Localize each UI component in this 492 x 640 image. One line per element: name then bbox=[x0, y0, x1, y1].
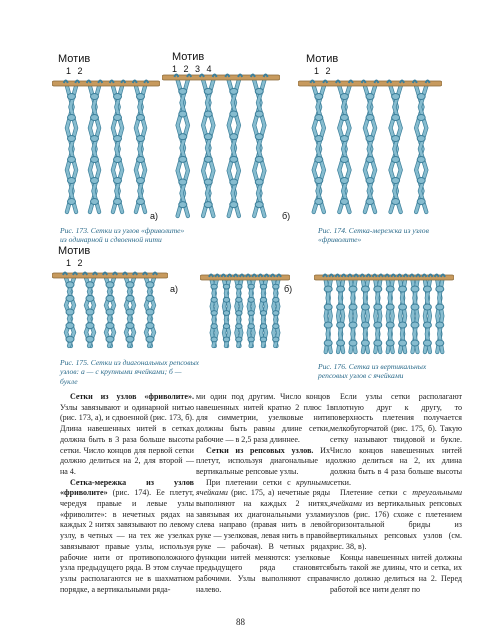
paragraph bbox=[330, 553, 462, 596]
macrame-net-drawing bbox=[52, 72, 160, 222]
paragraph-text: Если узлы сетки располагают вплотную друг к другу, то поверхность плетения получается мелкобугорчатой (рис. 175, б). Такую сетку называют твидовой и букле. Число концов навешенных нитей должно делиться на 2, их длина должна быть в 4 раза больше высоты сетки. bbox=[330, 392, 462, 487]
motif-numbers: 1 2 bbox=[314, 66, 333, 76]
paragraph-heading: Сетки из узлов «фриволите». bbox=[70, 392, 194, 401]
paragraph bbox=[196, 478, 330, 596]
macrame-net-drawing bbox=[52, 264, 168, 356]
caption-174: Рис. 174. Сетка-мережка из узлов «фриволите» bbox=[318, 226, 429, 245]
macrame-net-drawing bbox=[298, 72, 442, 222]
motif-numbers: 1 2 bbox=[66, 258, 85, 268]
text-column-1 bbox=[60, 392, 194, 595]
motif-numbers: 1 2 3 4 bbox=[172, 64, 214, 74]
paragraph-heading: Сетки из репсовых узлов. bbox=[206, 445, 314, 455]
paragraph-text: (рис. 175, а) нечетные ряды выполняют на каждых 2 нитях, завязывая их диагональными узлами слева направо (правая нить в левой руке — узелковая, левая нить в правой руке — рабочая). В четных рядах функции нитей меняются: узелковые предыдущего ряда становятся рабочими. Узлы выполняют справа налево. bbox=[196, 488, 330, 594]
motif-label: Мотив bbox=[58, 245, 91, 257]
paragraph-text: Концы навешенных нитей должны быть такой же длины, что и сетка, их число должно делиться на 2. Перед работой все нити делят по bbox=[330, 552, 462, 594]
macrame-net-drawing bbox=[162, 66, 280, 226]
paragraph-text: При плетении сетки с bbox=[206, 477, 297, 487]
figure-label-a: а) bbox=[170, 284, 179, 294]
paragraph-text: (рис. 174). Ее плетут, чередуя правые и левые узлы «фриволите»: в нечетных рядах на каждых 2 нитях завязывают по левому узлу, в четных — на тех же узелках завязывают правые узлы, используя рабочие нити от противоположного узла предыдущего ряда. В этом случае узлы располагаются не в шахматном порядке, а вертикальными ряда- bbox=[60, 488, 194, 594]
paragraph-text: Узлы завязывают и одинарной нитью (рис. 173, а), и сдвоенной (рис. 173, б). Длина навешенных нитей в сетках должна быть в 3 раза больше высоты сетки. Число концов для первой сетки должно делиться на 2, для второй — на 4. bbox=[60, 402, 194, 476]
caption-175: Рис. 175. Сетки из диагональных репсовых узлов: а — с крупными ячейками; б — букле bbox=[60, 358, 200, 386]
macrame-net-drawing bbox=[200, 266, 293, 356]
paragraph-text: из вертикальных репсовых узлов (рис. 176) схоже с плетением горизонтальной бриды из вертикальных репсовых узлов (см. рис. 38, в). bbox=[330, 499, 462, 551]
paragraph-text: Их плетут, используя диагональные и вертикальные репсовые узлы. bbox=[196, 445, 330, 476]
page-number: 88 bbox=[236, 617, 245, 627]
figure-label-b: б) bbox=[282, 211, 291, 221]
figure-173a bbox=[52, 72, 160, 222]
paragraph bbox=[196, 392, 330, 446]
paragraph-italic: крупными ячейками bbox=[196, 477, 330, 498]
paragraph-text: Плетение сетки с bbox=[340, 488, 413, 498]
caption-173: Рис. 173. Сетки из узлов «фриволите» из одинарной и сдвоенной нити bbox=[60, 226, 185, 245]
figure-174 bbox=[298, 72, 442, 222]
figure-label-b: б) bbox=[284, 284, 293, 294]
text-column-2 bbox=[196, 392, 330, 595]
motif-label: Мотив bbox=[58, 53, 91, 65]
figure-175b bbox=[200, 266, 293, 356]
paragraph bbox=[60, 392, 194, 478]
motif-label: Мотив bbox=[306, 53, 339, 65]
text-column-3 bbox=[330, 392, 462, 595]
motif-numbers: 1 2 bbox=[66, 66, 85, 76]
motif-label: Мотив bbox=[172, 51, 205, 63]
paragraph-heading: Сетка-мережка из узлов «фриволите» bbox=[60, 477, 194, 498]
paragraph bbox=[60, 478, 194, 596]
figure-176 bbox=[314, 266, 454, 362]
paragraph bbox=[330, 488, 462, 552]
figure-label-a: а) bbox=[150, 211, 159, 221]
figure-175a bbox=[52, 264, 168, 356]
caption-176: Рис. 176. Сетка из вертикальных репсовых узлов с ячейками bbox=[318, 362, 427, 381]
figure-173b bbox=[162, 66, 280, 226]
paragraph-text: ми один под другим. Число концов навешенных нитей кратно 2 плюс 1 для симметрии, узелковые нити должны быть равны длине сетки, рабочие — в 2,5 раза длиннее. bbox=[196, 392, 330, 444]
paragraph bbox=[196, 446, 330, 478]
paragraph-italic: треугольными ячейками bbox=[330, 488, 462, 509]
macrame-net-drawing bbox=[314, 266, 454, 362]
paragraph bbox=[330, 392, 462, 488]
